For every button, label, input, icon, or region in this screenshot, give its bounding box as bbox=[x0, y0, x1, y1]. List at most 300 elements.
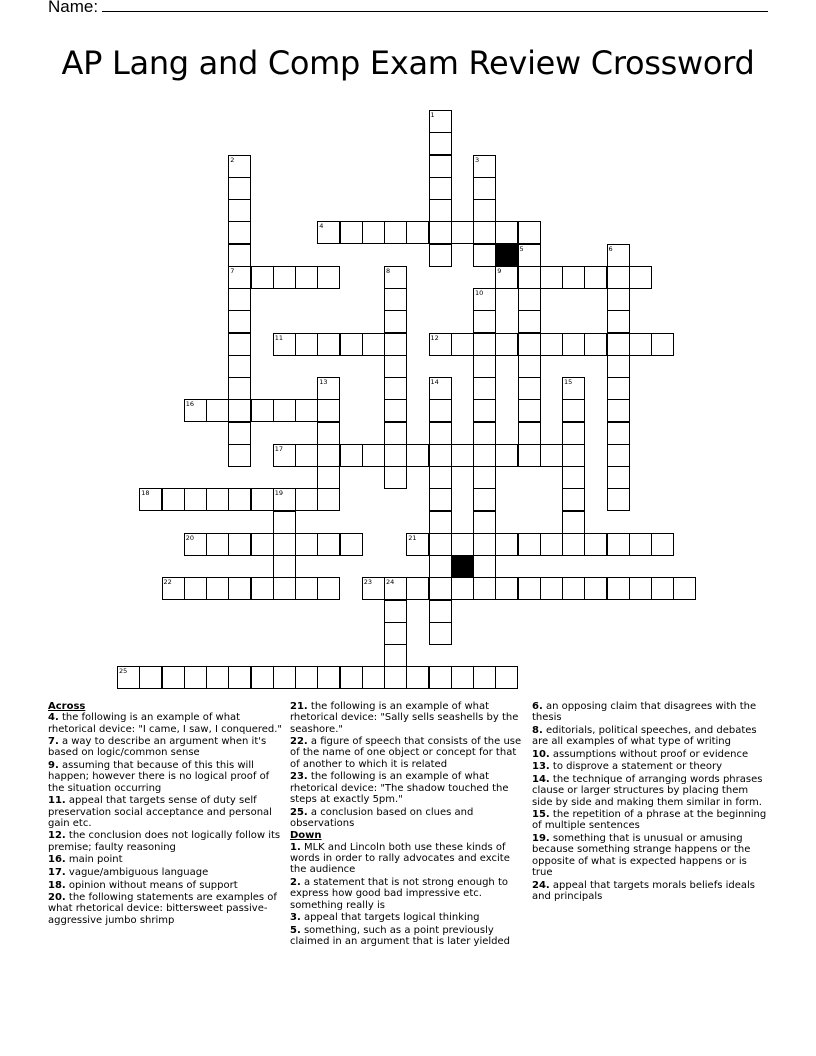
grid-cell[interactable] bbox=[295, 488, 318, 511]
grid-cell[interactable] bbox=[228, 399, 251, 422]
grid-cell[interactable] bbox=[473, 221, 496, 244]
grid-cell[interactable] bbox=[317, 533, 340, 556]
grid-cell[interactable] bbox=[317, 666, 340, 689]
grid-cell[interactable] bbox=[607, 533, 630, 556]
grid-cell[interactable] bbox=[518, 577, 541, 600]
clue-number-label: 25. bbox=[290, 806, 308, 818]
clues-column-3 bbox=[532, 701, 768, 903]
down-clue bbox=[532, 761, 768, 772]
clue-number: 20 bbox=[185, 533, 195, 542]
clue-number-label: 13. bbox=[532, 761, 550, 773]
across-clue bbox=[290, 807, 526, 830]
grid-cell[interactable] bbox=[384, 422, 407, 445]
grid-cell[interactable] bbox=[251, 266, 274, 289]
clue-text: main point bbox=[65, 854, 123, 866]
grid-cell[interactable] bbox=[607, 577, 630, 600]
grid-cell[interactable] bbox=[562, 488, 585, 511]
clue-number-label: 16. bbox=[48, 854, 66, 866]
across-heading: Across bbox=[48, 701, 86, 712]
across-clue bbox=[48, 795, 284, 829]
clue-text: something, such as a point previously claimed in an argument that is later yielded bbox=[290, 924, 511, 948]
clue-number: 1 bbox=[430, 111, 435, 119]
grid-cell[interactable] bbox=[362, 577, 385, 600]
grid-cell[interactable] bbox=[429, 244, 452, 267]
clue-text: appeal that targets logical thinking bbox=[300, 912, 480, 924]
grid-cell[interactable] bbox=[162, 577, 185, 600]
grid-cell[interactable] bbox=[518, 266, 541, 289]
grid-cell[interactable] bbox=[607, 377, 630, 400]
grid-cell[interactable] bbox=[228, 533, 251, 556]
grid-cell[interactable] bbox=[228, 488, 251, 511]
grid-cell[interactable] bbox=[651, 533, 674, 556]
grid-cell[interactable] bbox=[451, 333, 474, 356]
grid-cell[interactable] bbox=[251, 577, 274, 600]
clue-text: editorials, political speeches, and debates are all examples of what type of writing bbox=[532, 724, 757, 748]
grid-cell[interactable] bbox=[317, 422, 340, 445]
grid-cell[interactable] bbox=[473, 399, 496, 422]
grid-cell[interactable] bbox=[429, 533, 452, 556]
clue-number-label: 9. bbox=[48, 760, 59, 772]
clue-number: 3 bbox=[475, 155, 480, 164]
grid-cell[interactable] bbox=[429, 444, 452, 467]
grid-cell[interactable] bbox=[406, 533, 429, 556]
grid-cell[interactable] bbox=[651, 333, 674, 356]
grid-cell[interactable] bbox=[317, 399, 340, 422]
grid-cell[interactable] bbox=[384, 333, 407, 356]
clue-number: 21 bbox=[408, 533, 417, 542]
grid-cell[interactable] bbox=[473, 310, 496, 333]
grid-cell[interactable] bbox=[473, 377, 496, 400]
down-clue bbox=[532, 880, 768, 903]
clue-text: a way to describe an argument when it's based on logic/common sense bbox=[48, 736, 267, 759]
grid-cell[interactable] bbox=[518, 244, 541, 267]
grid-cell[interactable] bbox=[406, 444, 429, 467]
grid-cell[interactable] bbox=[451, 577, 474, 600]
grid-cell[interactable] bbox=[495, 666, 518, 689]
grid-cell[interactable] bbox=[429, 377, 452, 400]
grid-cell[interactable] bbox=[429, 666, 452, 689]
grid-cell[interactable] bbox=[117, 666, 140, 689]
grid-cell[interactable] bbox=[429, 466, 452, 489]
grid-cell[interactable] bbox=[495, 266, 518, 289]
grid-cell[interactable] bbox=[184, 577, 207, 600]
grid-cell[interactable] bbox=[540, 444, 563, 467]
clue-number: 24 bbox=[386, 578, 395, 587]
clue-number-label: 19. bbox=[532, 833, 550, 845]
grid-cell[interactable] bbox=[228, 221, 251, 244]
grid-cell[interactable] bbox=[562, 466, 585, 489]
clues-column-2 bbox=[290, 701, 526, 949]
clues-column-1 bbox=[48, 701, 284, 927]
grid-cell[interactable] bbox=[317, 333, 340, 356]
across-clue bbox=[48, 880, 284, 891]
grid-cell[interactable] bbox=[228, 244, 251, 267]
grid-cell[interactable] bbox=[607, 310, 630, 333]
clue-number-label: 3. bbox=[290, 912, 301, 924]
grid-cell[interactable] bbox=[607, 399, 630, 422]
grid-cell[interactable] bbox=[607, 488, 630, 511]
across-clue bbox=[48, 736, 284, 759]
grid-cell[interactable] bbox=[406, 577, 429, 600]
clue-number-label: 18. bbox=[48, 879, 66, 891]
grid-cell[interactable] bbox=[473, 488, 496, 511]
clue-text: vague/ambiguous language bbox=[65, 866, 209, 878]
clue-number-label: 14. bbox=[532, 773, 550, 785]
down-clue bbox=[532, 774, 768, 808]
name-label: Name: bbox=[48, 0, 99, 16]
clue-number: 7 bbox=[230, 266, 235, 275]
grid-cell[interactable] bbox=[629, 533, 652, 556]
grid-cell[interactable] bbox=[451, 666, 474, 689]
grid-cell[interactable] bbox=[607, 288, 630, 311]
across-clue bbox=[48, 712, 284, 735]
grid-cell[interactable] bbox=[562, 266, 585, 289]
grid-cell[interactable] bbox=[206, 577, 229, 600]
grid-cell[interactable] bbox=[518, 355, 541, 378]
grid-cell[interactable] bbox=[562, 444, 585, 467]
grid-cell[interactable] bbox=[362, 444, 385, 467]
grid-cell[interactable] bbox=[540, 577, 563, 600]
grid-cell[interactable] bbox=[473, 199, 496, 222]
grid-cell[interactable] bbox=[228, 333, 251, 356]
across-clue bbox=[48, 867, 284, 878]
grid-cell[interactable] bbox=[607, 333, 630, 356]
clue-number-label: 20. bbox=[48, 892, 66, 904]
clue-number: 5 bbox=[519, 244, 524, 253]
grid-cell[interactable] bbox=[429, 600, 452, 623]
grid-cell[interactable] bbox=[562, 377, 585, 400]
grid-cell[interactable] bbox=[429, 577, 452, 600]
grid-cell[interactable] bbox=[317, 577, 340, 600]
grid-cell[interactable] bbox=[473, 533, 496, 556]
clue-number: 11 bbox=[274, 333, 284, 342]
grid-cell[interactable] bbox=[228, 199, 251, 222]
grid-cell[interactable] bbox=[273, 488, 296, 511]
grid-cell[interactable] bbox=[317, 377, 340, 400]
clue-number-label: 11. bbox=[48, 795, 66, 807]
grid-cell[interactable] bbox=[429, 199, 452, 222]
clue-number: 19 bbox=[274, 489, 284, 498]
grid-cell[interactable] bbox=[607, 422, 630, 445]
grid-cell[interactable] bbox=[607, 266, 630, 289]
clue-text: to disprove a statement or theory bbox=[549, 761, 722, 773]
across-clue bbox=[48, 854, 284, 865]
grid-cell[interactable] bbox=[273, 444, 296, 467]
grid-cell[interactable] bbox=[451, 221, 474, 244]
grid-cell[interactable] bbox=[184, 533, 207, 556]
grid-cell[interactable] bbox=[228, 310, 251, 333]
grid-cell[interactable] bbox=[518, 422, 541, 445]
grid-cell[interactable] bbox=[295, 333, 318, 356]
grid-cell[interactable] bbox=[228, 377, 251, 400]
clue-number-label: 12. bbox=[48, 830, 66, 842]
grid-cell[interactable] bbox=[473, 333, 496, 356]
page-title: AP Lang and Comp Exam Review Crossword bbox=[61, 44, 755, 82]
grid-cell[interactable] bbox=[273, 577, 296, 600]
grid-cell[interactable] bbox=[429, 399, 452, 422]
down-clue bbox=[532, 833, 768, 878]
down-clue bbox=[290, 877, 526, 911]
across-clue bbox=[48, 892, 284, 926]
grid-cell[interactable] bbox=[384, 577, 407, 600]
grid-cell[interactable] bbox=[228, 444, 251, 467]
grid-cell[interactable] bbox=[629, 266, 652, 289]
clue-number: 2 bbox=[230, 155, 235, 164]
grid-cell[interactable] bbox=[384, 355, 407, 378]
clue-text: an opposing claim that disagrees with the thesis bbox=[532, 701, 757, 724]
grid-cell[interactable] bbox=[384, 266, 407, 289]
clue-text: the following is an example of what rhetorical device: "I came, I saw, I conquered." bbox=[48, 712, 283, 735]
grid-cell[interactable] bbox=[228, 266, 251, 289]
grid-cell[interactable] bbox=[384, 310, 407, 333]
black-square bbox=[495, 244, 518, 267]
grid-cell[interactable] bbox=[518, 444, 541, 467]
grid-cell[interactable] bbox=[473, 244, 496, 267]
clue-text: appeal that targets morals beliefs ideals and principals bbox=[532, 879, 756, 902]
grid-cell[interactable] bbox=[340, 444, 363, 467]
grid-cell[interactable] bbox=[206, 399, 229, 422]
grid-cell[interactable] bbox=[273, 511, 296, 534]
clue-text: the conclusion does not logically follow its premise; faulty reasoning bbox=[48, 830, 281, 853]
grid-cell[interactable] bbox=[362, 221, 385, 244]
grid-cell[interactable] bbox=[362, 333, 385, 356]
grid-cell[interactable] bbox=[562, 533, 585, 556]
grid-cell[interactable] bbox=[162, 666, 185, 689]
grid-cell[interactable] bbox=[473, 555, 496, 578]
grid-cell[interactable] bbox=[429, 132, 452, 155]
grid-cell[interactable] bbox=[584, 533, 607, 556]
clue-text: a statement that is not strong enough to express how good bad impressive etc. something really is bbox=[290, 876, 508, 911]
grid-cell[interactable] bbox=[273, 399, 296, 422]
clue-number-label: 6. bbox=[532, 701, 543, 712]
grid-cell[interactable] bbox=[473, 155, 496, 178]
clue-number-label: 4. bbox=[48, 712, 59, 724]
grid-cell[interactable] bbox=[429, 488, 452, 511]
grid-cell[interactable] bbox=[384, 600, 407, 623]
grid-cell[interactable] bbox=[518, 399, 541, 422]
clue-number-label: 5. bbox=[290, 924, 301, 936]
grid-cell[interactable] bbox=[473, 666, 496, 689]
grid-cell[interactable] bbox=[607, 355, 630, 378]
grid-cell[interactable] bbox=[139, 666, 162, 689]
grid-cell[interactable] bbox=[340, 533, 363, 556]
grid-cell[interactable] bbox=[584, 577, 607, 600]
grid-cell[interactable] bbox=[518, 288, 541, 311]
black-square bbox=[451, 555, 474, 578]
down-clue bbox=[532, 701, 768, 724]
grid-cell[interactable] bbox=[384, 288, 407, 311]
grid-cell[interactable] bbox=[184, 488, 207, 511]
grid-cell[interactable] bbox=[540, 333, 563, 356]
grid-cell[interactable] bbox=[273, 555, 296, 578]
grid-cell[interactable] bbox=[317, 266, 340, 289]
grid-cell[interactable] bbox=[206, 666, 229, 689]
grid-cell[interactable] bbox=[451, 444, 474, 467]
grid-cell[interactable] bbox=[629, 577, 652, 600]
grid-cell[interactable] bbox=[607, 466, 630, 489]
grid-cell[interactable] bbox=[629, 333, 652, 356]
across-clue bbox=[290, 701, 526, 735]
clue-number: 14 bbox=[430, 378, 439, 386]
clue-number: 18 bbox=[141, 489, 150, 498]
grid-cell[interactable] bbox=[584, 333, 607, 356]
grid-cell[interactable] bbox=[273, 266, 296, 289]
grid-cell[interactable] bbox=[295, 266, 318, 289]
grid-cell[interactable] bbox=[429, 511, 452, 534]
grid-cell[interactable] bbox=[562, 577, 585, 600]
grid-cell[interactable] bbox=[429, 177, 452, 200]
grid-cell[interactable] bbox=[184, 666, 207, 689]
grid-cell[interactable] bbox=[384, 644, 407, 667]
grid-cell[interactable] bbox=[429, 110, 452, 133]
grid-cell[interactable] bbox=[673, 577, 696, 600]
clue-number: 25 bbox=[119, 667, 128, 676]
grid-cell[interactable] bbox=[518, 310, 541, 333]
clue-text: a conclusion based on clues and observations bbox=[290, 806, 474, 829]
grid-cell[interactable] bbox=[562, 422, 585, 445]
grid-cell[interactable] bbox=[206, 533, 229, 556]
grid-cell[interactable] bbox=[228, 177, 251, 200]
grid-cell[interactable] bbox=[495, 533, 518, 556]
grid-cell[interactable] bbox=[251, 666, 274, 689]
grid-cell[interactable] bbox=[228, 155, 251, 178]
clue-text: a figure of speech that consists of the use of the name of one object or concept for that of another to which it is related bbox=[290, 736, 522, 770]
clue-text: the following statements are examples of what rhetorical device: bittersweet passive-aggressive jumbo shrimp bbox=[48, 892, 277, 926]
grid-cell[interactable] bbox=[228, 666, 251, 689]
grid-cell[interactable] bbox=[340, 221, 363, 244]
clue-number: 6 bbox=[608, 244, 613, 253]
grid-cell[interactable] bbox=[451, 533, 474, 556]
across-clue bbox=[290, 736, 526, 770]
grid-cell[interactable] bbox=[251, 533, 274, 556]
grid-cell[interactable] bbox=[429, 333, 452, 356]
grid-cell[interactable] bbox=[495, 444, 518, 467]
grid-cell[interactable] bbox=[228, 355, 251, 378]
grid-cell[interactable] bbox=[429, 155, 452, 178]
clue-number-label: 21. bbox=[290, 701, 308, 712]
grid-cell[interactable] bbox=[473, 355, 496, 378]
grid-cell[interactable] bbox=[295, 577, 318, 600]
grid-cell[interactable] bbox=[273, 333, 296, 356]
grid-cell[interactable] bbox=[295, 666, 318, 689]
down-clue bbox=[532, 809, 768, 832]
grid-cell[interactable] bbox=[540, 266, 563, 289]
clue-number: 4 bbox=[319, 222, 324, 231]
grid-cell[interactable] bbox=[162, 488, 185, 511]
grid-cell[interactable] bbox=[295, 399, 318, 422]
clue-text: opinion without means of support bbox=[65, 879, 238, 891]
clue-text: assuming that because of this this will happen; however there is no logical proof of the situation occurring bbox=[48, 760, 270, 794]
clue-text: the following is an example of what rhetorical device: "Sally sells seashells by the seashore." bbox=[290, 701, 519, 735]
grid-cell[interactable] bbox=[317, 488, 340, 511]
clue-number: 23 bbox=[363, 578, 373, 587]
grid-cell[interactable] bbox=[429, 622, 452, 645]
grid-cell[interactable] bbox=[317, 466, 340, 489]
clue-number-label: 8. bbox=[532, 724, 543, 736]
grid-cell[interactable] bbox=[317, 444, 340, 467]
clue-number-label: 23. bbox=[290, 771, 308, 783]
grid-cell[interactable] bbox=[562, 399, 585, 422]
grid-cell[interactable] bbox=[473, 288, 496, 311]
grid-cell[interactable] bbox=[139, 488, 162, 511]
clue-number: 13 bbox=[319, 378, 328, 386]
grid-cell[interactable] bbox=[228, 288, 251, 311]
grid-cell[interactable] bbox=[518, 533, 541, 556]
clue-text: the technique of arranging words phrases clause or larger structures by placing them side by side and making them similar in form. bbox=[532, 773, 763, 808]
grid-cell[interactable] bbox=[473, 511, 496, 534]
grid-cell[interactable] bbox=[295, 533, 318, 556]
grid-cell[interactable] bbox=[518, 221, 541, 244]
across-clue bbox=[290, 771, 526, 805]
grid-cell[interactable] bbox=[228, 577, 251, 600]
clue-number: 15 bbox=[564, 378, 573, 386]
grid-cell[interactable] bbox=[384, 399, 407, 422]
grid-cell[interactable] bbox=[429, 422, 452, 445]
grid-cell[interactable] bbox=[429, 555, 452, 578]
grid-cell[interactable] bbox=[562, 333, 585, 356]
grid-cell[interactable] bbox=[562, 511, 585, 534]
grid-cell[interactable] bbox=[584, 266, 607, 289]
clue-text: something that is unusual or amusing because something strange happens or the opposite of what is expected happens or is true bbox=[532, 833, 751, 878]
grid-cell[interactable] bbox=[473, 466, 496, 489]
clue-text: the following is an example of what rhetorical device: "The shadow touched the steps at exactly 5pm." bbox=[290, 771, 509, 805]
grid-cell[interactable] bbox=[362, 666, 385, 689]
grid-cell[interactable] bbox=[473, 444, 496, 467]
grid-cell[interactable] bbox=[251, 488, 274, 511]
grid-cell[interactable] bbox=[473, 577, 496, 600]
grid-cell[interactable] bbox=[540, 533, 563, 556]
grid-cell[interactable] bbox=[206, 488, 229, 511]
grid-cell[interactable] bbox=[295, 444, 318, 467]
grid-cell[interactable] bbox=[384, 221, 407, 244]
grid-cell[interactable] bbox=[406, 666, 429, 689]
down-clue bbox=[532, 749, 768, 760]
grid-cell[interactable] bbox=[273, 666, 296, 689]
grid-cell[interactable] bbox=[273, 533, 296, 556]
grid-cell[interactable] bbox=[384, 666, 407, 689]
grid-cell[interactable] bbox=[495, 221, 518, 244]
grid-cell[interactable] bbox=[251, 399, 274, 422]
grid-cell[interactable] bbox=[607, 244, 630, 267]
clue-text: appeal that targets sense of duty self preservation social acceptance and personal gain etc. bbox=[48, 795, 272, 829]
clue-number: 8 bbox=[386, 266, 391, 275]
down-clue bbox=[290, 925, 526, 948]
grid-cell[interactable] bbox=[429, 221, 452, 244]
down-clue bbox=[290, 912, 526, 923]
grid-cell[interactable] bbox=[228, 422, 251, 445]
grid-cell[interactable] bbox=[495, 333, 518, 356]
clue-number: 17 bbox=[274, 444, 284, 453]
grid-cell[interactable] bbox=[651, 577, 674, 600]
grid-cell[interactable] bbox=[317, 221, 340, 244]
grid-cell[interactable] bbox=[518, 377, 541, 400]
grid-cell[interactable] bbox=[495, 577, 518, 600]
grid-cell[interactable] bbox=[384, 622, 407, 645]
grid-cell[interactable] bbox=[473, 177, 496, 200]
grid-cell[interactable] bbox=[518, 333, 541, 356]
clue-text: assumptions without proof or evidence bbox=[549, 748, 749, 760]
grid-cell[interactable] bbox=[406, 221, 429, 244]
grid-cell[interactable] bbox=[473, 422, 496, 445]
grid-cell[interactable] bbox=[340, 333, 363, 356]
grid-cell[interactable] bbox=[384, 377, 407, 400]
grid-cell[interactable] bbox=[607, 444, 630, 467]
grid-cell[interactable] bbox=[184, 399, 207, 422]
clue-number-label: 15. bbox=[532, 809, 550, 821]
grid-cell[interactable] bbox=[384, 444, 407, 467]
grid-cell[interactable] bbox=[340, 666, 363, 689]
grid-cell[interactable] bbox=[384, 466, 407, 489]
